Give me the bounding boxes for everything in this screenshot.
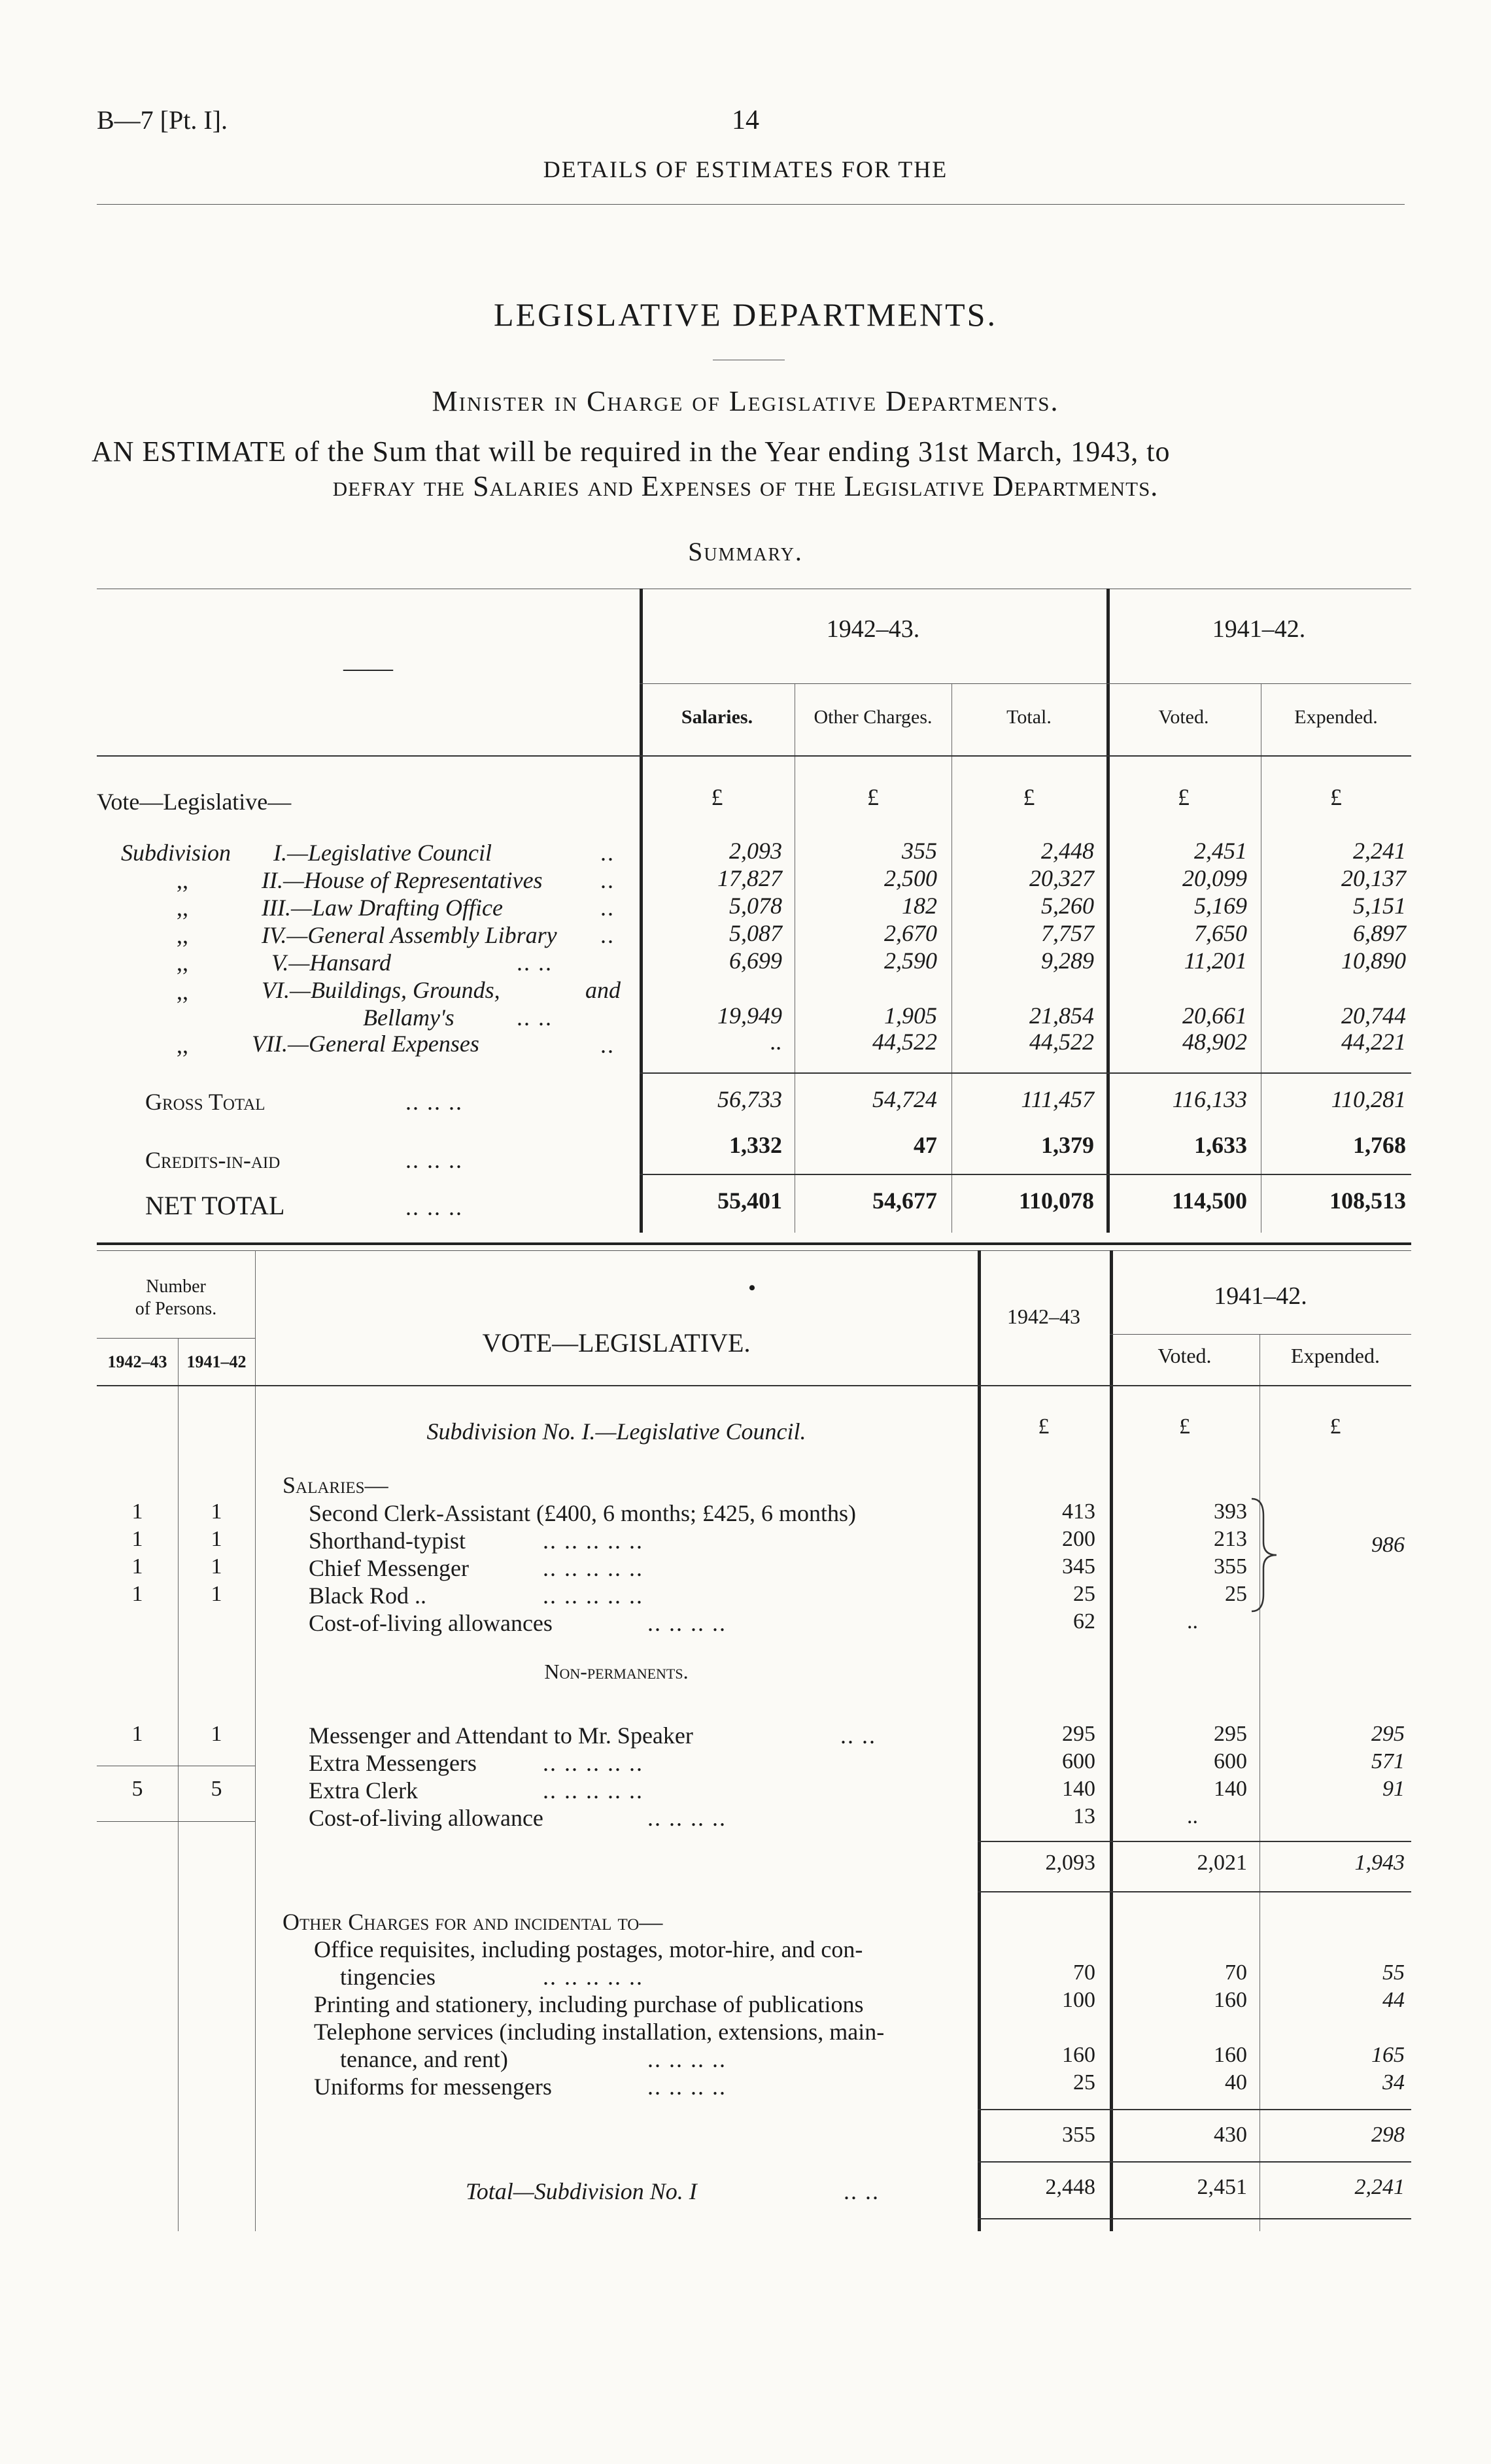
- voted-value: 160: [1214, 2043, 1247, 2067]
- expended-value: 20,744: [1341, 1002, 1406, 1029]
- persons-1941: 1: [211, 1554, 222, 1579]
- voted-value: 25: [1225, 1582, 1247, 1606]
- salary-label: Second Clerk-Assistant (£400, 6 months; £425, 6 months): [309, 1500, 856, 1526]
- salaries-value: 19,949: [717, 1002, 782, 1029]
- estimate-line-2: defray the Salaries and Expenses of the Legislative Departments.: [332, 470, 1159, 502]
- total-value: 2,448: [1041, 838, 1094, 864]
- row-dots: .. .. .. ..: [647, 2074, 727, 2100]
- salaries-value: 17,827: [717, 865, 782, 891]
- expended-value: 165: [1371, 2043, 1405, 2067]
- row-label: VI.—Buildings, Grounds,: [262, 977, 500, 1003]
- row-prefix: ,,: [177, 895, 188, 921]
- vote-head-rule: [97, 1385, 1411, 1386]
- col-other-charges: Other Charges.: [814, 706, 933, 728]
- currency-symbol: £: [1329, 1414, 1341, 1439]
- salaries-total-bottom-rule: [978, 1891, 1411, 1892]
- row-dots: .. .. .. ..: [647, 1610, 727, 1636]
- salary-label: Shorthand-typist: [309, 1528, 466, 1554]
- col-expended: Expended.: [1294, 706, 1378, 728]
- estimate-value: 25: [1073, 2070, 1095, 2095]
- row-prefix: ,,: [177, 867, 188, 893]
- other-charges-value: 44,522: [872, 1029, 937, 1055]
- voted-value: 430: [1214, 2123, 1247, 2147]
- summary-head-rule: [97, 755, 1411, 757]
- page-number: 14: [732, 105, 759, 135]
- voted-value: ..: [1187, 1609, 1198, 1634]
- total-value: 111,457: [1021, 1086, 1094, 1112]
- vote-title: VOTE—LEGISLATIVE.: [482, 1328, 751, 1358]
- voted-value: 116,133: [1172, 1086, 1247, 1112]
- salaries-value: 2,093: [729, 838, 782, 864]
- persons-1942: 1: [131, 1499, 143, 1524]
- summary-year-rule: [640, 683, 1411, 684]
- row-dots: .. ..: [840, 1722, 876, 1749]
- currency-symbol: £: [867, 784, 879, 810]
- estimate-value: 25: [1073, 1582, 1095, 1606]
- row-dots: .. .. .. ..: [647, 1805, 727, 1831]
- vote-label: Vote—Legislative—: [97, 789, 292, 815]
- row-label: III.—Law Drafting Office: [262, 895, 503, 921]
- expended-value: 110,281: [1331, 1086, 1406, 1112]
- row-prefix: ,,: [177, 922, 188, 948]
- expended-value: 2,241: [1353, 838, 1406, 864]
- total-value: 5,260: [1041, 893, 1094, 919]
- estimate-value: 600: [1062, 1749, 1095, 1773]
- currency-symbol: £: [711, 784, 723, 810]
- salary-label: Black Rod ..: [309, 1583, 426, 1609]
- row-dots: .. .. .. .. ..: [543, 1777, 643, 1804]
- salaries-value: 6,699: [729, 948, 782, 974]
- col-voted: Voted.: [1158, 706, 1209, 728]
- row-label-continued: Bellamy's: [363, 1004, 454, 1031]
- expended-value: 5,151: [1353, 893, 1406, 919]
- subdivision-heading: Subdivision No. I.—Legislative Council.: [426, 1418, 806, 1445]
- row-dots: ..: [600, 867, 615, 893]
- persons-sep-rule: [97, 1821, 255, 1822]
- other-charges-value: 54,677: [872, 1188, 937, 1214]
- gross-rule: [640, 1072, 1411, 1074]
- row-dots: .. .. .. .. ..: [543, 1555, 643, 1581]
- estimate-line-1: AN ESTIMATE of the Sum that will be required in the Year ending 31st March, 1943, to: [92, 436, 1171, 468]
- persons-header-line2: of Persons.: [135, 1299, 217, 1319]
- total-value: 7,757: [1041, 920, 1094, 946]
- persons-1942: 1: [131, 1527, 143, 1551]
- total-value: 44,522: [1029, 1029, 1094, 1055]
- summary-bottom-rule: [97, 1242, 1411, 1245]
- row-dots: ..: [600, 840, 615, 866]
- non-permanent-label: Extra Clerk: [309, 1777, 418, 1804]
- expended-value: 34: [1382, 2070, 1405, 2095]
- voted-value: 7,650: [1194, 920, 1247, 946]
- other-charges-value: 2,500: [884, 865, 937, 891]
- currency-symbol: £: [1179, 1414, 1190, 1439]
- vote-year-previous: 1941–42.: [1214, 1282, 1307, 1310]
- running-title: DETAILS OF ESTIMATES FOR THE: [543, 156, 948, 182]
- expended-value: 1,943: [1354, 1851, 1405, 1875]
- estimate-value: 13: [1073, 1804, 1095, 1828]
- row-prefix: ,,: [177, 978, 188, 1004]
- estimate-value: 140: [1062, 1777, 1095, 1801]
- currency-symbol: £: [1330, 784, 1342, 810]
- salaries-total-rule: [978, 1841, 1411, 1842]
- vote-col-voted: Voted.: [1157, 1344, 1212, 1367]
- other-charge-label: Printing and stationery, including purchase of publications: [314, 1991, 864, 2017]
- header-rule: [97, 204, 1405, 205]
- voted-value: 140: [1214, 1777, 1247, 1801]
- row-label: V.—Hansard: [271, 950, 392, 976]
- estimate-value: 100: [1062, 1988, 1095, 2012]
- total-value: 1,379: [1041, 1132, 1094, 1158]
- summary-dash: ——: [343, 655, 393, 682]
- voted-value: 5,169: [1194, 893, 1247, 919]
- expended-value: 295: [1371, 1722, 1405, 1746]
- voted-value: 20,661: [1182, 1002, 1247, 1029]
- total-value: 21,854: [1029, 1002, 1094, 1029]
- persons-1941: 1: [211, 1722, 222, 1746]
- estimate-value: 2,448: [1045, 2175, 1095, 2199]
- row-prefix: ,,: [177, 950, 188, 976]
- currency-symbol: £: [1038, 1414, 1050, 1439]
- non-permanent-label: Messenger and Attendant to Mr. Speaker: [309, 1722, 693, 1749]
- voted-value: 114,500: [1171, 1188, 1247, 1214]
- other-charges-value: 2,670: [884, 920, 937, 946]
- col-persons-1941: 1941–42: [186, 1352, 247, 1371]
- salaries-heading: Salaries—: [283, 1472, 388, 1498]
- voted-value: 2,021: [1197, 1851, 1247, 1875]
- vote-persons-divider: [255, 1250, 256, 2231]
- voted-value: 48,902: [1182, 1029, 1247, 1055]
- non-permanents-heading: Non-permanents.: [544, 1660, 689, 1683]
- estimate-value: 355: [1062, 2123, 1095, 2147]
- row-dots: ..: [600, 922, 615, 948]
- voted-value: 11,201: [1184, 948, 1247, 974]
- persons-1941: 1: [211, 1527, 222, 1551]
- expended-value: 20,137: [1341, 865, 1406, 891]
- estimate-value: 70: [1073, 1960, 1095, 1985]
- other-total-rule: [978, 2109, 1411, 2110]
- salaries-expended-value: 986: [1371, 1533, 1405, 1557]
- row-dots: .. .. .. ..: [647, 2046, 727, 2072]
- salary-label: Chief Messenger: [309, 1555, 469, 1581]
- other-charge-label: Uniforms for messengers: [314, 2074, 552, 2100]
- expended-value: 10,890: [1341, 948, 1406, 974]
- minister-heading: Minister in Charge of Legislative Departments.: [432, 385, 1059, 417]
- vote-top-rule: [97, 1250, 1411, 1251]
- row-prefix: Subdivision: [121, 840, 231, 866]
- estimate-value: 2,093: [1045, 1851, 1095, 1875]
- voted-value: 40: [1225, 2070, 1247, 2095]
- total-value: 9,289: [1041, 948, 1094, 974]
- persons-rule: [97, 1338, 255, 1339]
- persons-header-line1: Number: [146, 1276, 206, 1297]
- row-dots: .. ..: [844, 2178, 880, 2204]
- expended-value: 91: [1382, 1777, 1405, 1801]
- expended-value: 6,897: [1353, 920, 1406, 946]
- row-prefix: ,,: [177, 1032, 188, 1058]
- voted-value: 393: [1214, 1499, 1247, 1524]
- other-charges-heading: Other Charges for and incidental to—: [283, 1909, 663, 1935]
- expended-value: 108,513: [1329, 1188, 1406, 1214]
- persons-1942: 1: [131, 1722, 143, 1746]
- voted-value: 213: [1214, 1527, 1247, 1551]
- row-dots: .. ..: [517, 1004, 553, 1031]
- other-charges-value: 182: [902, 893, 937, 919]
- estimate-value: 200: [1062, 1527, 1095, 1551]
- persons-1941: 1: [211, 1582, 222, 1606]
- bullet-mark: •: [748, 1277, 756, 1299]
- voted-value: 1,633: [1194, 1132, 1247, 1158]
- row-dots: ..: [600, 895, 615, 921]
- col-salaries: Salaries.: [681, 706, 753, 728]
- salaries-value: 56,733: [717, 1086, 782, 1112]
- expended-value: 298: [1371, 2123, 1405, 2147]
- persons-1942: 5: [131, 1777, 143, 1801]
- row-label: II.—House of Representatives: [262, 867, 543, 893]
- salary-label: Cost-of-living allowances: [309, 1610, 553, 1636]
- vote-col-expended: Expended.: [1291, 1344, 1380, 1367]
- gross-total-label: Gross Total: [145, 1089, 266, 1115]
- currency-symbol: £: [1178, 784, 1190, 810]
- salaries-value: 55,401: [717, 1188, 782, 1214]
- estimate-value: 413: [1062, 1499, 1095, 1524]
- row-dots: .. .. ..: [405, 1089, 463, 1115]
- expended-value: 44,221: [1341, 1029, 1406, 1055]
- other-total-bottom-rule: [978, 2161, 1411, 2163]
- non-permanent-label: Extra Messengers: [309, 1750, 477, 1776]
- estimate-value: 295: [1062, 1722, 1095, 1746]
- salaries-value: 5,087: [729, 920, 782, 946]
- net-total-label: NET TOTAL: [145, 1191, 285, 1220]
- non-permanent-label: Cost-of-living allowance: [309, 1805, 543, 1831]
- persons-1942: 1: [131, 1582, 143, 1606]
- estimate-value: 345: [1062, 1554, 1095, 1579]
- row-dots: .. .. ..: [405, 1147, 463, 1173]
- salaries-value: 5,078: [729, 893, 782, 919]
- total-value: 20,327: [1029, 865, 1094, 891]
- row-dots: .. .. .. .. ..: [543, 1964, 643, 1990]
- subdivision-total-label: Total—Subdivision No. I: [466, 2178, 697, 2204]
- other-charge-label-continued: tingencies: [340, 1964, 436, 1990]
- other-charge-label-continued: tenance, and rent): [340, 2046, 508, 2072]
- col-total: Total.: [1006, 706, 1052, 728]
- voted-value: 355: [1214, 1554, 1247, 1579]
- other-charges-value: 47: [914, 1132, 937, 1158]
- other-charge-label: Telephone services (including installation, extensions, main-: [314, 2019, 885, 2045]
- row-dots: .. ..: [517, 950, 553, 976]
- row-label: IV.—General Assembly Library: [262, 922, 557, 948]
- voted-value: 2,451: [1194, 838, 1247, 864]
- salaries-value: ..: [770, 1029, 782, 1055]
- subdivision-total-bottom-rule: [978, 2218, 1411, 2219]
- row-dots: .. .. ..: [405, 1194, 463, 1220]
- persons-1942: 1: [131, 1554, 143, 1579]
- net-rule: [640, 1174, 1411, 1175]
- col-persons-1942: 1942–43: [107, 1352, 167, 1371]
- expended-value: 2,241: [1354, 2175, 1405, 2199]
- other-charges-value: 355: [902, 838, 937, 864]
- voted-value: ..: [1187, 1804, 1198, 1828]
- voted-value: 70: [1225, 1960, 1247, 1985]
- persons-1941: 5: [211, 1777, 222, 1801]
- other-charges-value: 54,724: [872, 1086, 937, 1112]
- row-label: I.—Legislative Council: [273, 840, 492, 866]
- other-charges-value: 1,905: [884, 1002, 937, 1029]
- expended-value: 55: [1382, 1960, 1405, 1985]
- vote-year-current: 1942–43: [1007, 1305, 1080, 1328]
- voted-value: 2,451: [1197, 2175, 1247, 2199]
- row-dots: .. .. .. .. ..: [543, 1528, 643, 1554]
- voted-value: 295: [1214, 1722, 1247, 1746]
- row-dots: ..: [600, 1032, 615, 1058]
- voted-value: 20,099: [1182, 865, 1247, 891]
- voted-value: 160: [1214, 1988, 1247, 2012]
- persons-1941: 1: [211, 1499, 222, 1524]
- expended-value: 1,768: [1353, 1132, 1406, 1158]
- summary-year-previous: 1941–42.: [1212, 615, 1306, 643]
- estimate-value: 160: [1062, 2043, 1095, 2067]
- summary-year-current: 1942–43.: [826, 615, 920, 643]
- salaries-value: 1,332: [729, 1132, 782, 1158]
- other-charge-label: Office requisites, including postages, motor-hire, and con-: [314, 1936, 863, 1962]
- page-reference: B—7 [Pt. I].: [97, 105, 228, 135]
- currency-symbol: £: [1023, 784, 1035, 810]
- estimate-value: 62: [1073, 1609, 1095, 1634]
- row-label: VII.—General Expenses: [252, 1031, 479, 1057]
- vote-year-rule: [1110, 1334, 1411, 1335]
- row-dots: .. .. .. .. ..: [543, 1583, 643, 1609]
- page-title: LEGISLATIVE DEPARTMENTS.: [494, 296, 997, 333]
- row-dots: .. .. .. .. ..: [543, 1750, 643, 1776]
- credits-label: Credits-in-aid: [145, 1147, 281, 1173]
- expended-value: 44: [1382, 1988, 1405, 2012]
- summary-heading: Summary.: [688, 537, 803, 566]
- total-value: 110,078: [1018, 1188, 1094, 1214]
- expended-value: 571: [1371, 1749, 1405, 1773]
- row-label-tail: and: [585, 977, 621, 1003]
- voted-value: 600: [1214, 1749, 1247, 1773]
- other-charges-value: 2,590: [884, 948, 937, 974]
